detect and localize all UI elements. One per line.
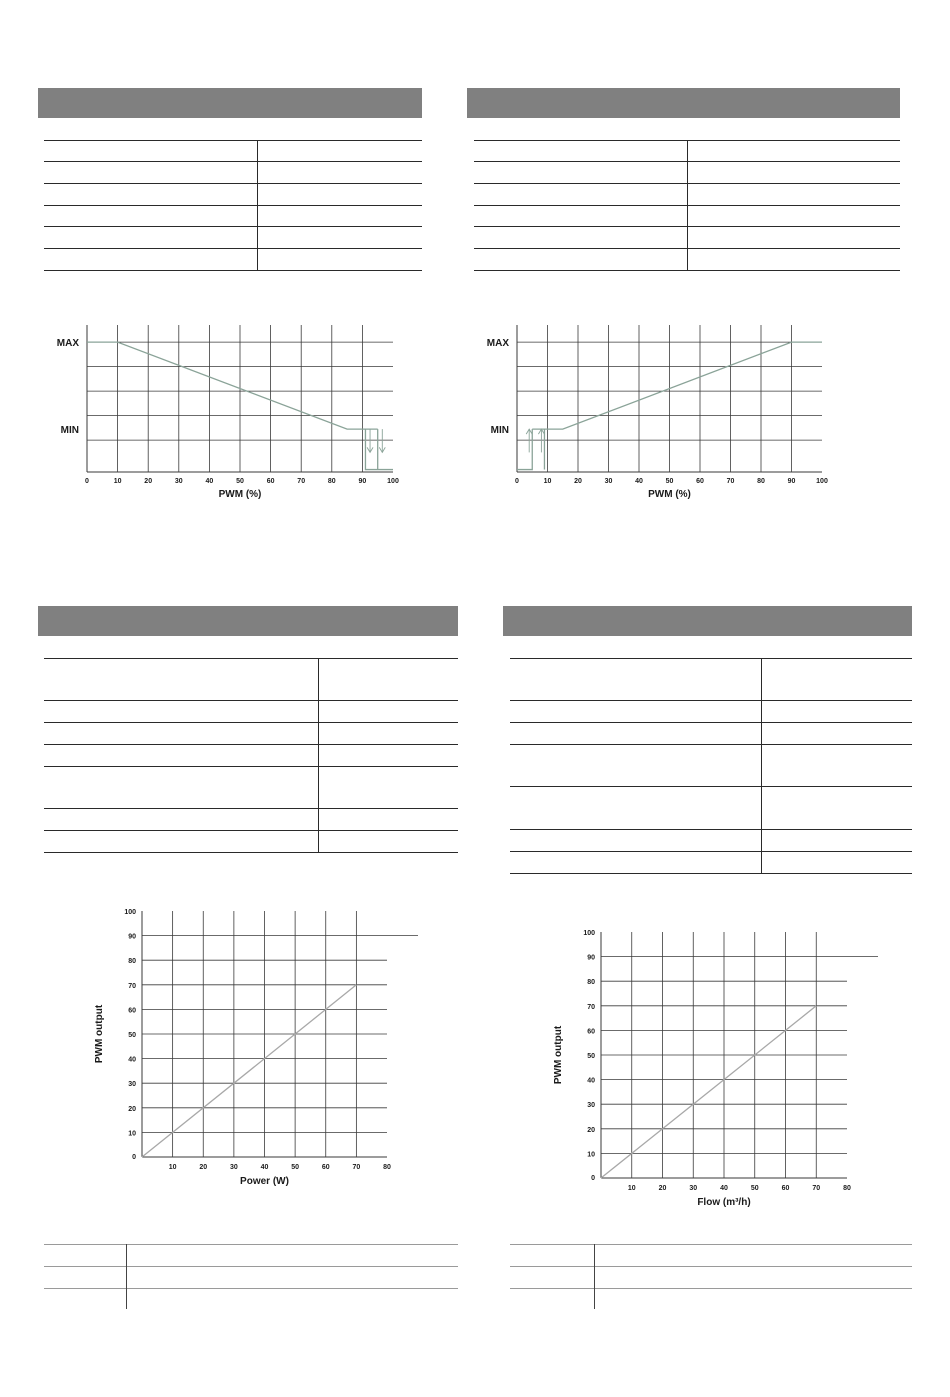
footer-table-left	[44, 1244, 458, 1310]
x-tick-label: 30	[229, 1164, 238, 1171]
y-label-max: MAX	[486, 338, 509, 350]
y-tick-label: 20	[587, 1126, 595, 1134]
x-tick-label: 40	[205, 478, 214, 485]
y-tick-label: 30	[587, 1102, 595, 1110]
series-line	[601, 1006, 816, 1178]
y-tick-label: 40	[128, 1056, 136, 1064]
y-axis-label: PWM output	[553, 1025, 564, 1085]
x-tick-label: 20	[144, 478, 153, 485]
x-tick-label: 100	[816, 478, 828, 485]
x-tick-label: 10	[543, 478, 552, 485]
y-tick-label: 50	[587, 1053, 595, 1060]
y-tick-label: 100	[583, 930, 595, 937]
y-tick-label: 80	[128, 958, 136, 966]
x-tick-label: 10	[113, 478, 122, 485]
x-tick-label: 10	[168, 1164, 177, 1171]
x-axis-label: PWM (%)	[648, 489, 691, 500]
y-label-max: MAX	[56, 338, 79, 350]
x-axis-label: Flow (m³/h)	[697, 1197, 751, 1208]
y-tick-label: 60	[128, 1007, 136, 1015]
x-tick-label: 60	[321, 1164, 330, 1171]
x-tick-label: 20	[658, 1185, 667, 1192]
y-tick-label: 10	[587, 1151, 595, 1159]
x-tick-label: 80	[327, 478, 336, 485]
y-tick-label: 90	[128, 933, 136, 941]
x-tick-label: 60	[781, 1185, 790, 1192]
y-tick-label: 30	[128, 1081, 136, 1089]
y-tick-label: 80	[587, 979, 595, 987]
x-tick-label: 70	[352, 1164, 361, 1171]
x-tick-label: 0	[515, 478, 519, 485]
x-tick-label: 0	[85, 478, 89, 485]
y-tick-label: 90	[587, 954, 595, 962]
y-tick-label: 100	[124, 909, 136, 916]
x-tick-label: 70	[297, 478, 306, 485]
x-tick-label: 50	[665, 478, 674, 485]
y-tick-label: 0	[132, 1154, 136, 1161]
y-label-min: MIN	[60, 425, 79, 437]
y-tick-label: 20	[128, 1105, 136, 1113]
x-tick-label: 80	[383, 1164, 391, 1171]
y-tick-label: 40	[587, 1077, 595, 1085]
x-tick-label: 30	[689, 1185, 698, 1192]
x-tick-label: 40	[720, 1185, 728, 1192]
y-tick-label: 10	[128, 1130, 136, 1138]
x-tick-label: 70	[726, 478, 735, 485]
x-tick-label: 50	[236, 478, 244, 485]
x-tick-label: 20	[199, 1164, 208, 1171]
x-tick-label: 70	[812, 1185, 821, 1192]
x-tick-label: 50	[291, 1164, 300, 1171]
y-tick-label: 70	[587, 1003, 595, 1011]
x-tick-label: 40	[635, 478, 643, 485]
x-axis-label: Power (W)	[240, 1176, 289, 1187]
x-tick-label: 30	[174, 478, 183, 485]
x-tick-label: 30	[604, 478, 613, 485]
x-tick-label: 50	[750, 1185, 759, 1192]
y-label-min: MIN	[490, 425, 509, 437]
y-axis-label: PWM output	[94, 1004, 105, 1064]
x-tick-label: 60	[266, 478, 275, 485]
y-tick-label: 60	[587, 1028, 595, 1036]
x-tick-label: 10	[627, 1185, 636, 1192]
x-tick-label: 90	[358, 478, 367, 485]
x-tick-label: 90	[787, 478, 796, 485]
x-axis-label: PWM (%)	[218, 489, 262, 500]
x-tick-label: 20	[574, 478, 582, 485]
y-tick-label: 50	[128, 1032, 136, 1039]
x-tick-label: 60	[696, 478, 704, 485]
x-tick-label: 40	[260, 1164, 269, 1171]
y-tick-label: 70	[128, 982, 136, 990]
footer-table-right	[510, 1244, 912, 1310]
x-tick-label: 100	[387, 478, 399, 485]
y-tick-label: 0	[591, 1175, 595, 1182]
x-tick-label: 80	[757, 478, 765, 485]
x-tick-label: 80	[843, 1185, 851, 1192]
